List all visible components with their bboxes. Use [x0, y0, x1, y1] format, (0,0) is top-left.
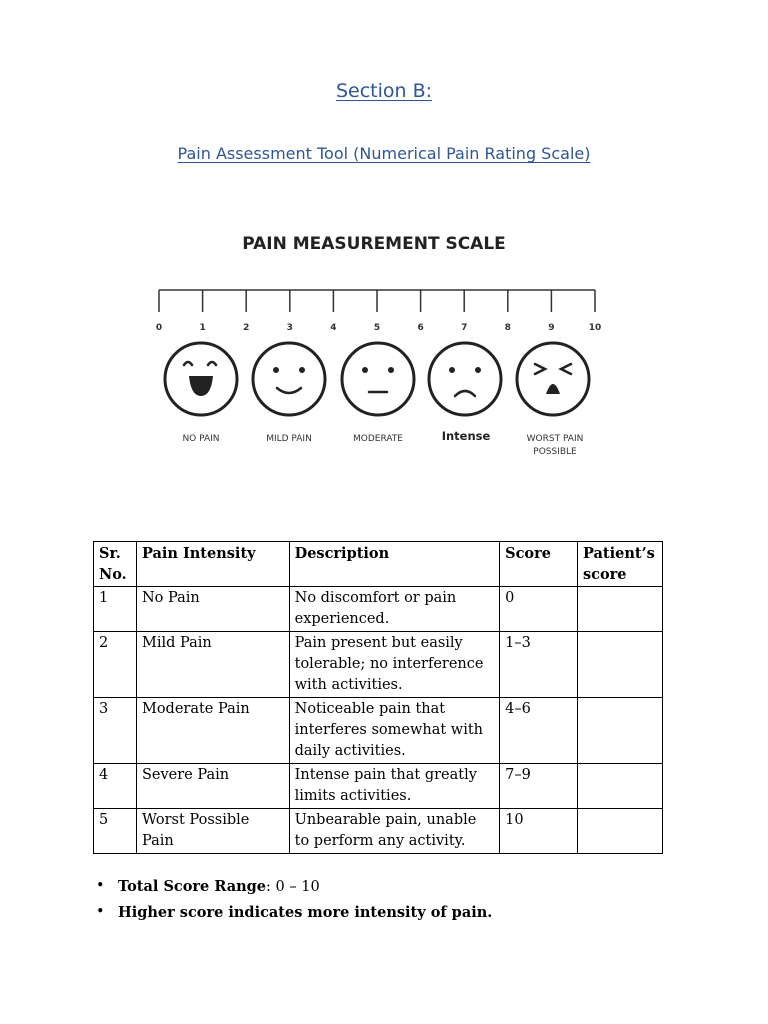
table-row	[94, 587, 663, 632]
interpretation-text: Higher score indicates more intensity of pain.	[118, 904, 493, 921]
table-header-row	[94, 542, 663, 587]
header-sr-no: Sr. No.	[94, 542, 137, 587]
table-row	[94, 809, 663, 854]
scale-tick-label: 4	[330, 323, 337, 333]
cell-sr-no: 5	[94, 809, 137, 854]
scale-tick-label: 6	[417, 323, 424, 333]
pain-scale-figure	[140, 222, 620, 492]
face-mild-pain	[253, 343, 325, 415]
scale-tick-label: 3	[286, 323, 293, 333]
cell-pain-intensity: Mild Pain	[136, 632, 289, 698]
interpretation-note	[93, 900, 492, 926]
header-pain-intensity: Pain Intensity	[136, 542, 289, 587]
table-row	[94, 698, 663, 764]
score-range-label: Total Score Range	[118, 878, 267, 895]
face-label: WORST PAIN	[526, 434, 584, 444]
face-label: NO PAIN	[182, 434, 220, 444]
score-notes-list	[93, 874, 492, 926]
pain-scale-title: PAIN MEASUREMENT SCALE	[242, 234, 506, 254]
cell-sr-no: 2	[94, 632, 137, 698]
scale-ticks	[156, 290, 601, 333]
cell-score: 7–9	[500, 764, 578, 809]
face-worst-pain	[517, 343, 589, 415]
cell-patient-score[interactable]	[577, 587, 662, 632]
scale-tick-label: 9	[548, 323, 555, 333]
scale-tick-label: 10	[588, 323, 602, 333]
cell-description: No discomfort or pain experienced.	[289, 587, 499, 632]
face-no-pain	[165, 343, 237, 415]
section-title: Section B:	[335, 80, 433, 102]
scale-tick-label: 0	[155, 323, 163, 333]
scale-tick-label: 5	[373, 323, 381, 333]
cell-pain-intensity: Worst Possible Pain	[136, 809, 289, 854]
cell-description: Pain present but easily tolerable; no interference with activities.	[289, 632, 499, 698]
scale-tick-label: 8	[504, 323, 511, 333]
cell-sr-no: 3	[94, 698, 137, 764]
cell-patient-score[interactable]	[577, 809, 662, 854]
face-moderate	[342, 343, 414, 415]
cell-score: 10	[500, 809, 578, 854]
score-range-value: : 0 – 10	[266, 879, 320, 895]
cell-sr-no: 4	[94, 764, 137, 809]
cell-pain-intensity: No Pain	[136, 587, 289, 632]
cell-pain-intensity: Severe Pain	[136, 764, 289, 809]
cell-sr-no: 1	[94, 587, 137, 632]
scale-tick-label: 7	[461, 323, 468, 333]
score-range-note	[93, 874, 492, 900]
cell-patient-score[interactable]	[577, 698, 662, 764]
cell-description: Unbearable pain, unable to perform any activity.	[289, 809, 499, 854]
header-score: Score	[500, 542, 578, 587]
face-label: MODERATE	[353, 434, 403, 444]
cell-description: Intense pain that greatly limits activities.	[289, 764, 499, 809]
table-row	[94, 764, 663, 809]
cell-patient-score[interactable]	[577, 632, 662, 698]
cell-pain-intensity: Moderate Pain	[136, 698, 289, 764]
face-intense	[429, 343, 501, 415]
scale-tick-label: 1	[199, 323, 206, 333]
table-row	[94, 632, 663, 698]
cell-score: 4–6	[500, 698, 578, 764]
pain-intensity-table	[93, 541, 663, 854]
cell-score: 1–3	[500, 632, 578, 698]
face-label: MILD PAIN	[266, 434, 312, 444]
face-label: POSSIBLE	[533, 447, 577, 457]
header-patient-score: Patient’s score	[577, 542, 662, 587]
tool-title: Pain Assessment Tool (Numerical Pain Rating Scale)	[177, 144, 591, 163]
header-description: Description	[289, 542, 499, 587]
scale-tick-label: 2	[243, 323, 250, 333]
face-label: Intense	[441, 429, 491, 443]
cell-score: 0	[500, 587, 578, 632]
cell-description: Noticeable pain that interferes somewhat with daily activities.	[289, 698, 499, 764]
cell-patient-score[interactable]	[577, 764, 662, 809]
